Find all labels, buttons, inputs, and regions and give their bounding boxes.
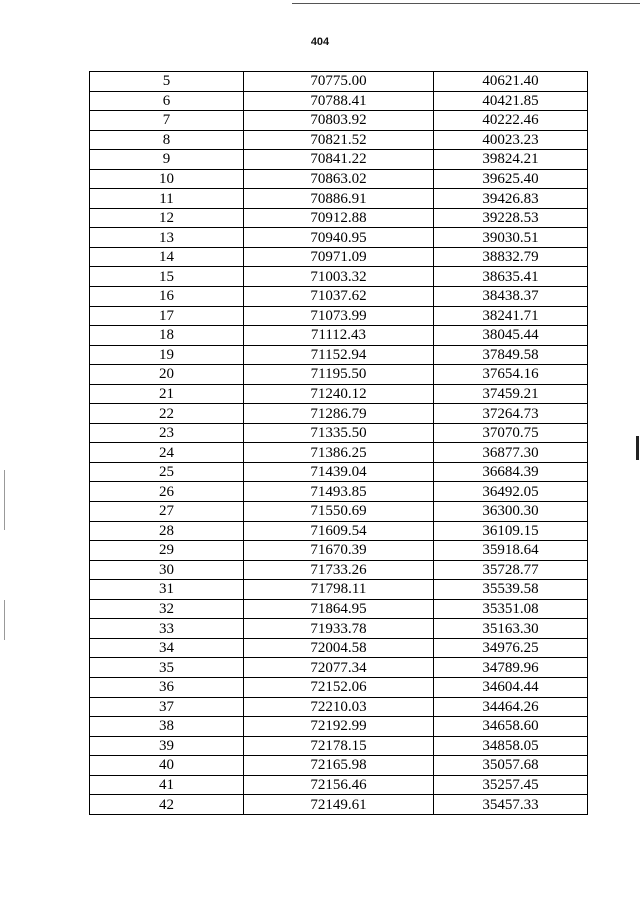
table-row [90, 365, 588, 385]
x-coordinate-cell: 72178.15 [244, 736, 434, 756]
y-coordinate-cell: 39625.40 [434, 169, 588, 189]
table-row [90, 736, 588, 756]
point-number-cell: 42 [90, 795, 244, 815]
y-coordinate-cell: 35539.58 [434, 580, 588, 600]
x-coordinate-cell: 71733.26 [244, 560, 434, 580]
table-row [90, 697, 588, 717]
table-row [90, 72, 588, 92]
x-coordinate-cell: 71195.50 [244, 365, 434, 385]
y-coordinate-cell: 38045.44 [434, 326, 588, 346]
y-coordinate-cell: 35457.33 [434, 795, 588, 815]
y-coordinate-cell: 39030.51 [434, 228, 588, 248]
point-number-cell: 16 [90, 287, 244, 307]
table-row [90, 208, 588, 228]
x-coordinate-cell: 70775.00 [244, 72, 434, 92]
point-number-cell: 10 [90, 169, 244, 189]
point-number-cell: 27 [90, 502, 244, 522]
scan-edge-mark [4, 600, 5, 640]
y-coordinate-cell: 40621.40 [434, 72, 588, 92]
table-row [90, 130, 588, 150]
y-coordinate-cell: 40222.46 [434, 111, 588, 131]
x-coordinate-cell: 72077.34 [244, 658, 434, 678]
x-coordinate-cell: 70912.88 [244, 208, 434, 228]
table-row [90, 756, 588, 776]
table-row [90, 599, 588, 619]
y-coordinate-cell: 38832.79 [434, 247, 588, 267]
point-number-cell: 31 [90, 580, 244, 600]
table-row [90, 169, 588, 189]
scan-edge-mark [636, 436, 639, 460]
y-coordinate-cell: 40023.23 [434, 130, 588, 150]
x-coordinate-cell: 70841.22 [244, 150, 434, 170]
point-number-cell: 18 [90, 326, 244, 346]
x-coordinate-cell: 70803.92 [244, 111, 434, 131]
y-coordinate-cell: 36684.39 [434, 462, 588, 482]
table-row [90, 775, 588, 795]
x-coordinate-cell: 72149.61 [244, 795, 434, 815]
y-coordinate-cell: 40421.85 [434, 91, 588, 111]
x-coordinate-cell: 71037.62 [244, 287, 434, 307]
point-number-cell: 38 [90, 717, 244, 737]
x-coordinate-cell: 72192.99 [244, 717, 434, 737]
y-coordinate-cell: 34976.25 [434, 638, 588, 658]
x-coordinate-cell: 72210.03 [244, 697, 434, 717]
table-row [90, 717, 588, 737]
point-number-cell: 11 [90, 189, 244, 209]
x-coordinate-cell: 71003.32 [244, 267, 434, 287]
x-coordinate-cell: 71798.11 [244, 580, 434, 600]
y-coordinate-cell: 34858.05 [434, 736, 588, 756]
table-row [90, 228, 588, 248]
table-row [90, 541, 588, 561]
y-coordinate-cell: 35918.64 [434, 541, 588, 561]
y-coordinate-cell: 37070.75 [434, 423, 588, 443]
point-number-cell: 26 [90, 482, 244, 502]
table-row [90, 150, 588, 170]
table-row [90, 384, 588, 404]
point-number-cell: 22 [90, 404, 244, 424]
x-coordinate-cell: 71112.43 [244, 326, 434, 346]
x-coordinate-cell: 72004.58 [244, 638, 434, 658]
scan-edge-mark [4, 470, 5, 530]
table-row [90, 619, 588, 639]
y-coordinate-cell: 39228.53 [434, 208, 588, 228]
x-coordinate-cell: 71609.54 [244, 521, 434, 541]
x-coordinate-cell: 71933.78 [244, 619, 434, 639]
point-number-cell: 24 [90, 443, 244, 463]
y-coordinate-cell: 38635.41 [434, 267, 588, 287]
point-number-cell: 14 [90, 247, 244, 267]
y-coordinate-cell: 34789.96 [434, 658, 588, 678]
table-row [90, 677, 588, 697]
table-row [90, 267, 588, 287]
y-coordinate-cell: 34604.44 [434, 677, 588, 697]
table-row [90, 247, 588, 267]
point-number-cell: 32 [90, 599, 244, 619]
y-coordinate-cell: 37264.73 [434, 404, 588, 424]
table-row [90, 423, 588, 443]
point-number-cell: 7 [90, 111, 244, 131]
x-coordinate-cell: 70971.09 [244, 247, 434, 267]
table-row [90, 326, 588, 346]
table-row [90, 482, 588, 502]
coordinate-table [89, 71, 588, 815]
y-coordinate-cell: 35728.77 [434, 560, 588, 580]
x-coordinate-cell: 71864.95 [244, 599, 434, 619]
point-number-cell: 20 [90, 365, 244, 385]
x-coordinate-cell: 70863.02 [244, 169, 434, 189]
point-number-cell: 13 [90, 228, 244, 248]
table-row [90, 502, 588, 522]
table-row [90, 580, 588, 600]
x-coordinate-cell: 71439.04 [244, 462, 434, 482]
point-number-cell: 30 [90, 560, 244, 580]
point-number-cell: 29 [90, 541, 244, 561]
x-coordinate-cell: 71670.39 [244, 541, 434, 561]
y-coordinate-cell: 34464.26 [434, 697, 588, 717]
table-row [90, 658, 588, 678]
y-coordinate-cell: 37849.58 [434, 345, 588, 365]
x-coordinate-cell: 70886.91 [244, 189, 434, 209]
point-number-cell: 41 [90, 775, 244, 795]
y-coordinate-cell: 35057.68 [434, 756, 588, 776]
point-number-cell: 25 [90, 462, 244, 482]
x-coordinate-cell: 71286.79 [244, 404, 434, 424]
point-number-cell: 6 [90, 91, 244, 111]
y-coordinate-cell: 35351.08 [434, 599, 588, 619]
y-coordinate-cell: 36492.05 [434, 482, 588, 502]
y-coordinate-cell: 35163.30 [434, 619, 588, 639]
point-number-cell: 33 [90, 619, 244, 639]
point-number-cell: 34 [90, 638, 244, 658]
table-row [90, 560, 588, 580]
y-coordinate-cell: 39426.83 [434, 189, 588, 209]
x-coordinate-cell: 71152.94 [244, 345, 434, 365]
table-row [90, 306, 588, 326]
y-coordinate-cell: 36300.30 [434, 502, 588, 522]
y-coordinate-cell: 39824.21 [434, 150, 588, 170]
point-number-cell: 15 [90, 267, 244, 287]
x-coordinate-cell: 71493.85 [244, 482, 434, 502]
table-row [90, 462, 588, 482]
x-coordinate-cell: 70821.52 [244, 130, 434, 150]
y-coordinate-cell: 35257.45 [434, 775, 588, 795]
x-coordinate-cell: 71550.69 [244, 502, 434, 522]
table-row [90, 443, 588, 463]
page-number: 404 [310, 36, 330, 48]
x-coordinate-cell: 70940.95 [244, 228, 434, 248]
table-row [90, 287, 588, 307]
point-number-cell: 9 [90, 150, 244, 170]
y-coordinate-cell: 34658.60 [434, 717, 588, 737]
point-number-cell: 35 [90, 658, 244, 678]
table-row [90, 111, 588, 131]
table-row [90, 189, 588, 209]
x-coordinate-cell: 71335.50 [244, 423, 434, 443]
point-number-cell: 8 [90, 130, 244, 150]
x-coordinate-cell: 71240.12 [244, 384, 434, 404]
point-number-cell: 23 [90, 423, 244, 443]
x-coordinate-cell: 72152.06 [244, 677, 434, 697]
y-coordinate-cell: 38438.37 [434, 287, 588, 307]
table-row [90, 638, 588, 658]
point-number-cell: 37 [90, 697, 244, 717]
point-number-cell: 12 [90, 208, 244, 228]
table-row [90, 795, 588, 815]
point-number-cell: 28 [90, 521, 244, 541]
x-coordinate-cell: 71386.25 [244, 443, 434, 463]
point-number-cell: 19 [90, 345, 244, 365]
y-coordinate-cell: 36877.30 [434, 443, 588, 463]
table-row [90, 521, 588, 541]
x-coordinate-cell: 71073.99 [244, 306, 434, 326]
point-number-cell: 21 [90, 384, 244, 404]
point-number-cell: 39 [90, 736, 244, 756]
table-row [90, 345, 588, 365]
point-number-cell: 36 [90, 677, 244, 697]
y-coordinate-cell: 38241.71 [434, 306, 588, 326]
point-number-cell: 40 [90, 756, 244, 776]
coordinate-table-body [90, 72, 588, 815]
x-coordinate-cell: 72156.46 [244, 775, 434, 795]
table-row [90, 91, 588, 111]
y-coordinate-cell: 37654.16 [434, 365, 588, 385]
point-number-cell: 17 [90, 306, 244, 326]
table-row [90, 404, 588, 424]
y-coordinate-cell: 36109.15 [434, 521, 588, 541]
point-number-cell: 5 [90, 72, 244, 92]
x-coordinate-cell: 72165.98 [244, 756, 434, 776]
y-coordinate-cell: 37459.21 [434, 384, 588, 404]
x-coordinate-cell: 70788.41 [244, 91, 434, 111]
top-rule [292, 3, 640, 4]
